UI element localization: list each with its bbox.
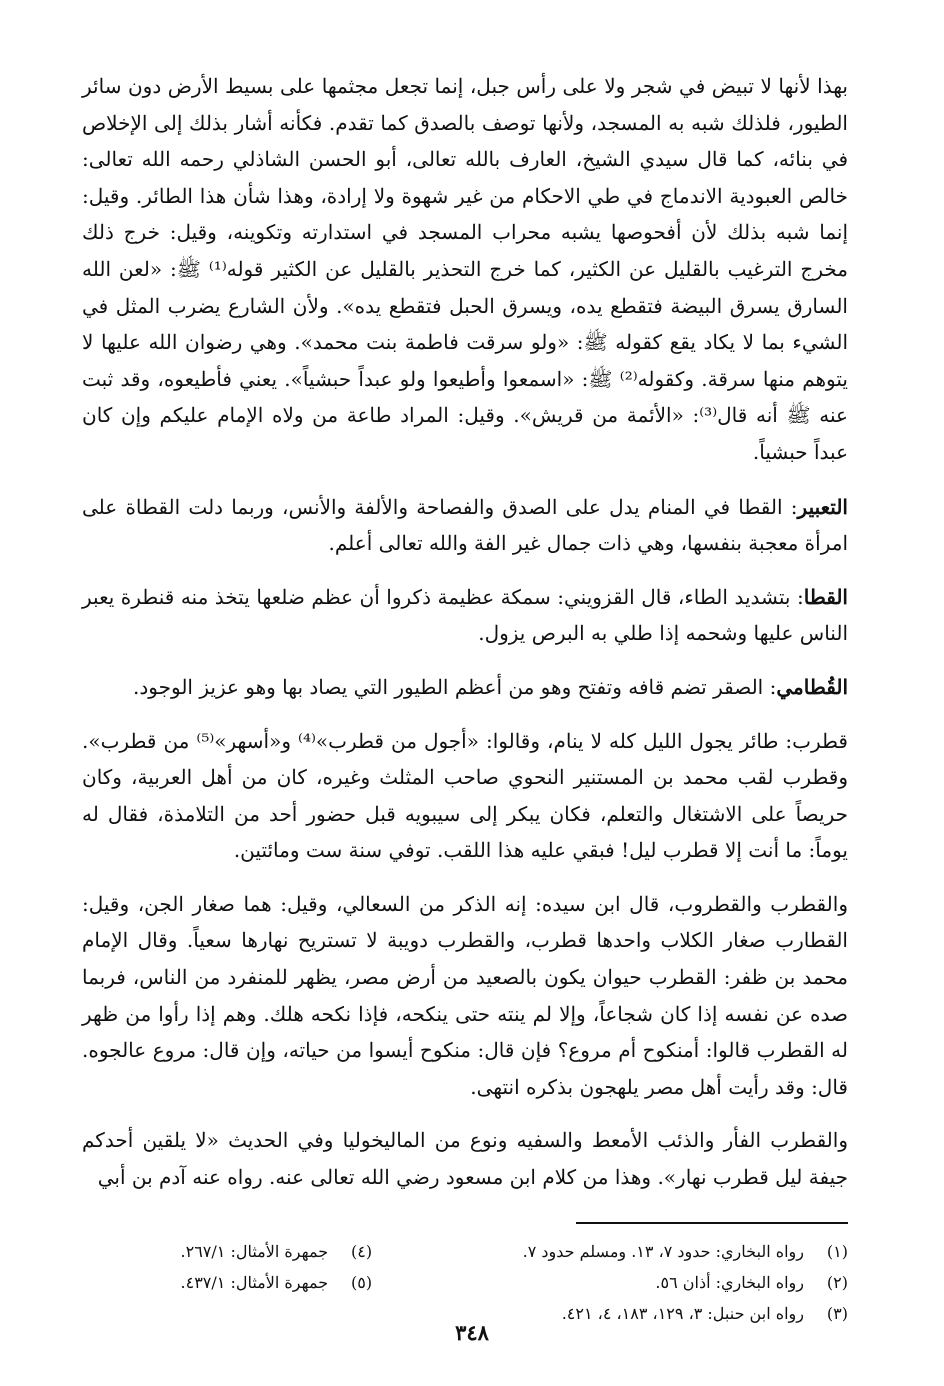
paragraph-text: : القطا في المنام يدل على الصدق والفصاحة والألفة والأنس، وربما دلت القطاة على امرأة معجبة بنفسها، وهي ذات جمال غير الفة والله تعالى أعلم. <box>82 494 848 556</box>
entry-term: القطا <box>803 584 848 609</box>
entry-term: التعبير <box>797 494 848 519</box>
paragraph-text: : الصقر تضم قافه وتفتح وهو من أعظم الطيور التي يصاد بها وهو عزيز الوجود. <box>133 674 777 699</box>
footnote-text: رواه ابن حنبل: ٣، ١٢٩، ١٨٣، ٤، ٤٢١. <box>561 1303 804 1323</box>
footnote-number: (٣) <box>826 1303 848 1323</box>
paragraph-qutrub-2 <box>82 886 848 1106</box>
footnote <box>432 1267 848 1298</box>
paragraph-qutrub-3 <box>82 1122 848 1195</box>
page-number: ٣٤٨ <box>455 1320 489 1345</box>
footnote <box>82 1236 372 1267</box>
paragraph-qata <box>82 579 848 652</box>
paragraph-1 <box>82 68 848 471</box>
entry-term: القُطامي <box>776 674 848 699</box>
paragraph-text: بهذا لأنها لا تبيض في شجر ولا على رأس جبل، إنما تجعل مجثمها على بسيط الأرض دون سائر الطيور، فلذلك شبه به المسجد، ولأنها توصف بالصدق كما تقدم. فكأنه أشار بذلك إلى الإخلاص في بنائه، كما قال سيدي الشيخ، العارف بالله تعالى، أبو الحسن الشاذلي رحمه الله تعالى: خالص العبودية الاندماج في طي الاحكام من غير شهوة ولا إرادة، وهذا شأن هذا الطائر. وقيل: إنما شبه بذلك لأن أفحوصها يشبه محراب المسجد في استدارته وتكوينه، وقيل: خرج ذلك مخرج الترغيب بالقليل عن الكثير، كما خرج التحذير بالقليل عن الكثير قوله⁽¹⁾ ﷺ: «لعن الله السارق يسرق البيضة فتقطع يده، ويسرق الحبل فتقطع يده». ولأن الشارع يضرب المثل في الشيء بما لا يكاد يقع كقوله ﷺ: «ولو سرقت فاطمة بنت محمد». وهي رضوان الله عليها لا يتوهم منها سرقة. وكقوله⁽²⁾ ﷺ: «اسمعوا وأطيعوا ولو عبداً حبشياً». يعني فأطيعوه، وقد ثبت عنه ﷺ أنه قال⁽³⁾: «الأئمة من قريش». وقيل: المراد طاعة من ولاه الإمام عليكم وإن كان عبداً حبشياً. <box>82 74 848 464</box>
footnotes <box>82 1236 848 1329</box>
paragraph-qutami <box>82 669 848 706</box>
paragraph-qutrub <box>82 723 848 869</box>
footnote-text: جمهرة الأمثال: ٢٦٧/١. <box>180 1241 329 1261</box>
footnote-number: (٢) <box>826 1272 848 1292</box>
footnote-text: رواه البخاري: حدود ٧، ١٣. ومسلم حدود ٧. <box>522 1241 804 1261</box>
footnotes-column-right <box>432 1236 848 1329</box>
paragraph-tabir <box>82 489 848 562</box>
footnote <box>82 1267 372 1298</box>
paragraph-text: : بتشديد الطاء، قال القزويني: سمكة عظيمة ذكروا أن عظم ضلعها يتخذ منه قنطرة يعبر الناس عليها وشحمه إذا طلي به البرص يزول. <box>82 584 848 646</box>
footnote-number: (٤) <box>351 1241 373 1261</box>
footnotes-column-left <box>82 1236 372 1329</box>
paragraph-text: والقطرب والقطروب، قال ابن سيده: إنه الذكر من السعالي، وقيل: هما صغار الجن، وقيل: القطارب صغار الكلاب واحدها قطرب، والقطرب دويبة لا تستريح نهارها سعياً. وقال الإمام محمد بن ظفر: القطرب حيوان يكون بالصعيد من أرض مصر، يظهر للمنفرد من الناس، فربما صده عن نفسه إذا كان شجاعاً، وإلا لم ينته حتى ينكحه، فإذا نكحه هلك. وهم إذا رأوا من ظهر له القطرب قالوا: أمنكوح أم مروع؟ فإن قال: منكوح أيسوا من حياته، وإن قال: مروع عالجوه. قال: وقد رأيت أهل مصر يلهجون بذكره انتهى. <box>82 891 848 1099</box>
footnote <box>432 1236 848 1267</box>
paragraph-text: والقطرب الفأر والذئب الأمعط والسفيه ونوع من الماليخوليا وفي الحديث «لا يلقين أحدكم جيفة ليل قطرب نهار». وهذا من كلام ابن مسعود رضي الله تعالى عنه. رواه عنه آدم بن أبي <box>82 1128 848 1190</box>
footnote-number: (٥) <box>351 1272 373 1292</box>
footnote-separator <box>576 1222 848 1224</box>
paragraph-text: قطرب: طائر يجول الليل كله لا ينام، وقالوا: «أجول من قطرب»⁽⁴⁾ و«أسهر»⁽⁵⁾ من قطرب». وقطرب لقب محمد بن المستنير النحوي صاحب المثلث وغيره، كان من أهل العربية، وكان حريصاً على الاشتغال والتعلم، فكان يبكر إلى سيبويه قبل حضور أحد من التلامذة، فقال له يوماً: ما أنت إلا قطرب ليل! فبقي عليه هذا اللقب. توفي سنة ست ومائتين. <box>82 728 848 863</box>
footnote-text: رواه البخاري: أذان ٥٦. <box>655 1272 804 1292</box>
footnote-text: جمهرة الأمثال: ٤٣٧/١. <box>180 1272 329 1292</box>
footnote-number: (١) <box>826 1241 848 1261</box>
